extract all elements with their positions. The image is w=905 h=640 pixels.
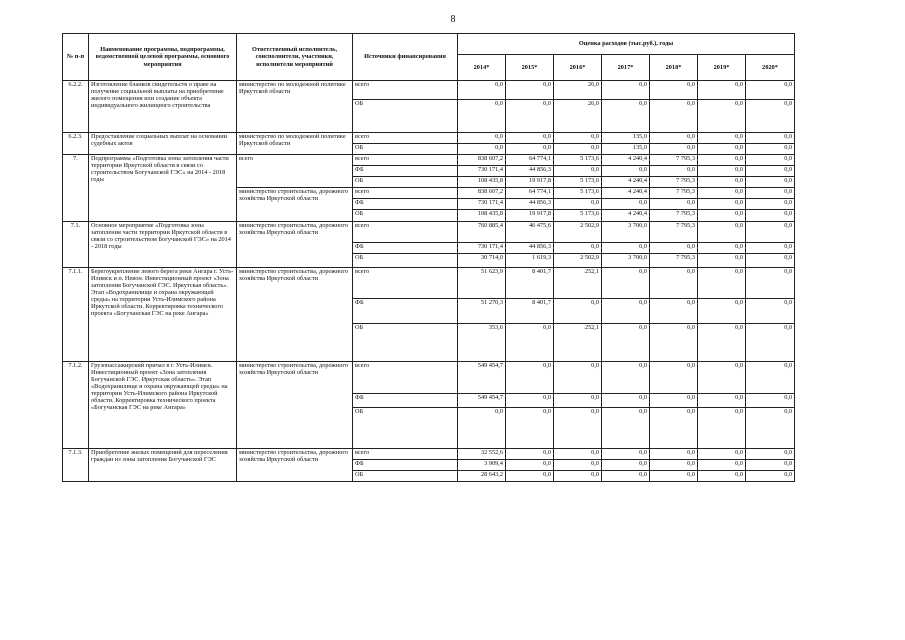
item-name: Предоставление социальных выплат на основании судебных актов [89,133,237,155]
amount-cell: 0,0 [506,408,554,449]
amount-cell: 64 774,1 [506,155,554,166]
amount-cell: 0,0 [602,408,650,449]
item-name: Изготовление бланков свидетельств о праве на получение социальной выплаты на приобретение жилого помещения или создание объекта индивидуального жилищного строительства [89,81,237,133]
amount-cell: 0,0 [698,268,746,299]
amount-cell: 0,0 [698,222,746,243]
amount-cell: 0,0 [746,100,795,133]
amount-cell: 0,0 [602,268,650,299]
funding-source: ОБ [353,100,458,133]
amount-cell: 1 619,3 [506,254,554,268]
amount-cell: 0,0 [746,210,795,222]
amount-cell: 0,0 [602,449,650,460]
amount-cell: 0,0 [554,408,602,449]
amount-cell: 0,0 [602,394,650,408]
table-row [63,222,795,243]
funding-source: ОБ [353,177,458,188]
amount-cell: 0,0 [554,362,602,394]
amount-cell: 0,0 [650,268,698,299]
funding-source: ОБ [353,210,458,222]
amount-cell: 44 856,3 [506,199,554,210]
amount-cell: 0,0 [746,299,795,324]
amount-cell: 7 795,3 [650,210,698,222]
amount-cell: 0,0 [602,362,650,394]
item-responsible: министерство строительства, дорожного хозяйства Иркутской области [237,222,353,268]
amount-cell: 0,0 [746,81,795,100]
funding-source: всего [353,268,458,299]
amount-cell: 0,0 [698,133,746,144]
amount-cell: 0,0 [650,243,698,254]
amount-cell: 4 240,4 [602,188,650,199]
amount-cell: 26,0 [554,100,602,133]
amount-cell: 0,0 [698,324,746,362]
amount-cell: 760 885,4 [458,222,506,243]
amount-cell: 353,6 [458,324,506,362]
amount-cell: 7 795,3 [650,222,698,243]
amount-cell: 730 171,4 [458,243,506,254]
amount-cell: 0,0 [506,394,554,408]
amount-cell: 135,0 [602,144,650,155]
amount-cell: 32 552,6 [458,449,506,460]
amount-cell: 7 795,3 [650,254,698,268]
amount-cell: 0,0 [602,471,650,482]
amount-cell: 0,0 [698,449,746,460]
item-responsible: министерство по молодежной политике Иркутской области [237,133,353,155]
amount-cell: 0,0 [746,133,795,144]
amount-cell: 0,0 [746,324,795,362]
item-responsible: министерство строительства, дорожного хозяйства Иркутской области [237,362,353,449]
amount-cell: 0,0 [746,243,795,254]
funding-source: ФБ [353,166,458,177]
amount-cell: 0,0 [650,100,698,133]
amount-cell: 0,0 [650,394,698,408]
amount-cell: 0,0 [698,177,746,188]
funding-source: всего [353,155,458,166]
amount-cell: 0,0 [698,166,746,177]
funding-source: всего [353,449,458,460]
table-row [63,362,795,394]
amount-cell: 0,0 [554,460,602,471]
item-number: 7. [63,155,89,222]
funding-source: ФБ [353,394,458,408]
item-number: 6.2.2. [63,81,89,133]
amount-cell: 0,0 [554,166,602,177]
amount-cell: 0,0 [698,188,746,199]
amount-cell: 0,0 [554,199,602,210]
amount-cell: 44 856,3 [506,166,554,177]
amount-cell: 0,0 [746,254,795,268]
amount-cell: 0,0 [602,81,650,100]
amount-cell: 0,0 [650,460,698,471]
amount-cell: 0,0 [506,460,554,471]
year-header: 2018* [650,55,698,81]
funding-source: ФБ [353,460,458,471]
amount-cell: 0,0 [554,394,602,408]
item-responsible: всего [237,155,353,188]
amount-cell: 0,0 [506,471,554,482]
amount-cell: 2 502,9 [554,222,602,243]
item-name: Приобретение жилых помещений для переселения граждан из зоны затопления Богучанской ГЭС [89,449,237,482]
amount-cell: 549 454,7 [458,362,506,394]
funding-source: всего [353,188,458,199]
funding-source: ОБ [353,408,458,449]
col-header-num: № п-п [63,34,89,81]
amount-cell: 0,0 [698,210,746,222]
amount-cell: 5 173,6 [554,177,602,188]
amount-cell: 0,0 [746,268,795,299]
amount-cell: 0,0 [746,166,795,177]
year-header: 2020* [746,55,795,81]
amount-cell: 0,0 [506,144,554,155]
year-header: 2015* [506,55,554,81]
amount-cell: 3 700,0 [602,254,650,268]
amount-cell: 0,0 [602,243,650,254]
table-row [63,155,795,166]
amount-cell: 108 435,8 [458,177,506,188]
year-header: 2016* [554,55,602,81]
table-body [63,81,795,482]
amount-cell: 46 475,6 [506,222,554,243]
year-header: 2019* [698,55,746,81]
funding-source: всего [353,81,458,100]
amount-cell: 0,0 [698,408,746,449]
amount-cell: 0,0 [458,81,506,100]
funding-source: всего [353,362,458,394]
amount-cell: 0,0 [650,133,698,144]
amount-cell: 0,0 [554,449,602,460]
amount-cell: 0,0 [506,362,554,394]
amount-cell: 0,0 [698,155,746,166]
amount-cell: 51 623,9 [458,268,506,299]
col-header-source: Источники финансирования [353,34,458,81]
item-number: 7.1.3. [63,449,89,482]
amount-cell: 0,0 [650,449,698,460]
amount-cell: 0,0 [554,133,602,144]
col-header-name: Наименование программы, подпрограммы, ведомственной целевой программы, основного мероприятия [89,34,237,81]
amount-cell: 28 643,2 [458,471,506,482]
item-name: Берегоукрепление левого берега реки Ангара г. Усть-Илимск и п. Невон. Инвестиционный проект «Зона затопления Богучанской ГЭС. Иркутская область». Этап «Водохранилище и охрана окружающей среды» на территории Усть-Илимского района Иркутской области. Корректировка технического проекта «Богучанская ГЭС на реке Ангара» [89,268,237,362]
amount-cell: 4 240,4 [602,177,650,188]
amount-cell: 0,0 [554,471,602,482]
amount-cell: 108 435,8 [458,210,506,222]
amount-cell: 0,0 [746,471,795,482]
amount-cell: 51 270,3 [458,299,506,324]
amount-cell: 0,0 [746,188,795,199]
amount-cell: 0,0 [698,243,746,254]
amount-cell: 838 607,2 [458,188,506,199]
amount-cell: 0,0 [458,133,506,144]
amount-cell: 0,0 [746,460,795,471]
amount-cell: 0,0 [602,166,650,177]
amount-cell: 7 795,3 [650,177,698,188]
amount-cell: 26,0 [554,81,602,100]
amount-cell: 0,0 [698,299,746,324]
amount-cell: 2 502,9 [554,254,602,268]
amount-cell: 549 454,7 [458,394,506,408]
funding-source: ФБ [353,243,458,254]
amount-cell: 0,0 [650,471,698,482]
amount-cell: 0,0 [602,460,650,471]
item-number: 6.2.3. [63,133,89,155]
amount-cell: 0,0 [746,155,795,166]
amount-cell: 0,0 [650,199,698,210]
amount-cell: 44 856,3 [506,243,554,254]
funding-source: ФБ [353,299,458,324]
amount-cell: 0,0 [746,408,795,449]
table-row [63,133,795,144]
funding-source: ОБ [353,471,458,482]
amount-cell: 0,0 [650,299,698,324]
amount-cell: 3 909,4 [458,460,506,471]
amount-cell: 8 401,7 [506,268,554,299]
item-number: 7.1.2. [63,362,89,449]
amount-cell: 0,0 [506,449,554,460]
amount-cell: 0,0 [698,100,746,133]
amount-cell: 252,1 [554,268,602,299]
amount-cell: 0,0 [458,144,506,155]
amount-cell: 0,0 [746,394,795,408]
funding-source: ОБ [353,144,458,155]
amount-cell: 0,0 [458,100,506,133]
amount-cell: 30 714,0 [458,254,506,268]
amount-cell: 4 240,4 [602,155,650,166]
year-header: 2017* [602,55,650,81]
amount-cell: 0,0 [698,471,746,482]
amount-cell: 0,0 [698,460,746,471]
amount-cell: 0,0 [698,394,746,408]
amount-cell: 19 917,8 [506,177,554,188]
amount-cell: 0,0 [650,166,698,177]
amount-cell: 0,0 [650,408,698,449]
amount-cell: 0,0 [554,243,602,254]
amount-cell: 0,0 [746,449,795,460]
amount-cell: 0,0 [602,199,650,210]
amount-cell: 0,0 [602,100,650,133]
col-header-responsible: Ответственный исполнитель, соисполнители, участники, исполнители мероприятий [237,34,353,81]
amount-cell: 730 171,4 [458,166,506,177]
item-responsible: министерство строительства, дорожного хозяйства Иркутской области [237,268,353,362]
amount-cell: 0,0 [698,81,746,100]
amount-cell: 0,0 [746,177,795,188]
funding-source: ОБ [353,254,458,268]
item-name: Основное мероприятие «Подготовка зоны затопления части территории Иркутской области в связи со строительством Богучанской ГЭС» на 2014 - 2018 годы [89,222,237,268]
amount-cell: 5 173,6 [554,210,602,222]
amount-cell: 0,0 [506,81,554,100]
amount-cell: 7 795,3 [650,188,698,199]
funding-source: ОБ [353,324,458,362]
amount-cell: 0,0 [698,362,746,394]
amount-cell: 0,0 [746,222,795,243]
amount-cell: 0,0 [650,81,698,100]
amount-cell: 5 173,6 [554,188,602,199]
amount-cell: 3 700,0 [602,222,650,243]
amount-cell: 4 240,4 [602,210,650,222]
amount-cell: 64 774,1 [506,188,554,199]
item-responsible: министерство строительства, дорожного хозяйства Иркутской области [237,188,353,222]
amount-cell: 0,0 [650,144,698,155]
item-responsible: министерство по молодежной политике Иркутской области [237,81,353,133]
amount-cell: 0,0 [698,199,746,210]
amount-cell: 0,0 [506,133,554,144]
amount-cell: 0,0 [650,362,698,394]
amount-cell: 8 401,7 [506,299,554,324]
amount-cell: 0,0 [698,144,746,155]
amount-cell: 0,0 [650,324,698,362]
expenditure-table [62,33,795,482]
amount-cell: 0,0 [506,100,554,133]
amount-cell: 5 173,6 [554,155,602,166]
amount-cell: 0,0 [698,254,746,268]
funding-source: всего [353,133,458,144]
amount-cell: 838 607,2 [458,155,506,166]
amount-cell: 252,1 [554,324,602,362]
item-number: 7.1.1. [63,268,89,362]
col-header-estimate: Оценка расходов (тыс.руб.), годы [458,34,795,55]
amount-cell: 7 795,3 [650,155,698,166]
amount-cell: 0,0 [554,299,602,324]
amount-cell: 0,0 [458,408,506,449]
amount-cell: 0,0 [746,362,795,394]
year-header: 2014* [458,55,506,81]
amount-cell: 0,0 [746,144,795,155]
amount-cell: 0,0 [746,199,795,210]
table-row [63,81,795,100]
amount-cell: 0,0 [602,324,650,362]
amount-cell: 0,0 [506,324,554,362]
funding-source: всего [353,222,458,243]
item-number: 7.1. [63,222,89,268]
funding-source: ФБ [353,199,458,210]
amount-cell: 0,0 [554,144,602,155]
page-number: 8 [450,14,456,25]
item-name: Подпрограмма «Подготовка зоны затопления части территории Иркутской области в связи со строительством Богучанской ГЭС» на 2014 - 2018 годы [89,155,237,222]
table-row [63,268,795,299]
amount-cell: 19 917,8 [506,210,554,222]
item-name: Грузопассажирский причал в г. Усть-Илимск. Инвестиционный проект «Зона затопления Богучанской ГЭС. Иркутская область». Этап «Водохранилище и охрана окружающей среды» на территории Усть-Илимского района Иркутской области. Корректировка технического проекта «Богучанская ГЭС на реке Ангара» [89,362,237,449]
amount-cell: 0,0 [602,299,650,324]
item-responsible: министерство строительства, дорожного хозяйства Иркутской области [237,449,353,482]
amount-cell: 730 171,4 [458,199,506,210]
table-row [63,449,795,460]
amount-cell: 135,0 [602,133,650,144]
